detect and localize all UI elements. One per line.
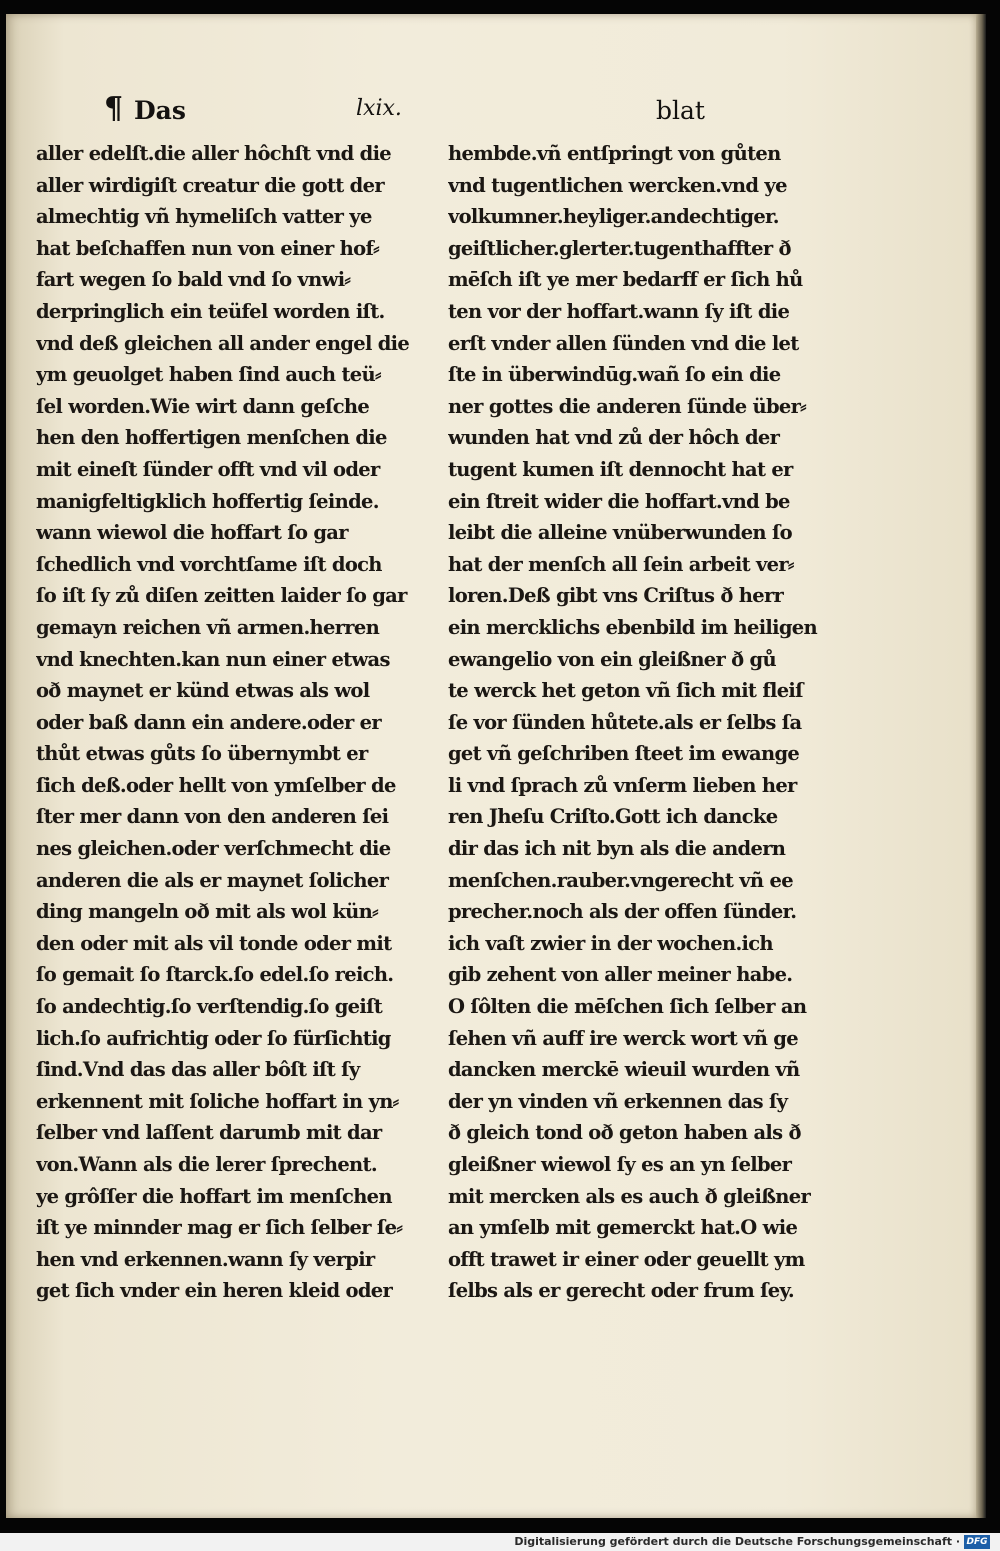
text-line: mit mercken als es auch ð gleißner	[448, 1184, 811, 1208]
text-line: ſel worden.Wie wirt dann geſche	[36, 394, 370, 418]
text-line: ſte in überwindūg.wañ ſo ein die	[448, 363, 781, 387]
text-line: ren Jheſu Criſto.Gott ich dancke	[448, 805, 778, 829]
text-line: hat der menſch all ſein arbeit ver⸗	[448, 552, 794, 576]
book-page	[6, 14, 976, 1518]
text-line: hat beſchaffen nun von einer hof⸗	[36, 236, 379, 260]
text-line: almechtig vñ hymeliſch vatter ye	[36, 205, 372, 229]
text-line: gib zehent von aller meiner habe.	[448, 963, 793, 987]
text-line: thůt etwas gůts ſo übernymbt er	[36, 742, 368, 766]
text-line: ſter mer dann von den anderen ſei	[36, 805, 389, 829]
footer-band	[0, 1533, 1000, 1551]
text-line: ein ſtreit wider die hoffart.vnd be	[448, 489, 790, 513]
text-line: hembde.vñ entſpringt von gůten	[448, 142, 781, 165]
text-column-right	[448, 138, 836, 1307]
text-line: vnd deß gleichen all ander engel die	[36, 331, 410, 355]
text-line: tugent kumen iſt dennocht hat er	[448, 457, 793, 481]
page-edge	[976, 14, 986, 1518]
text-line: ewangelio von ein gleißner ð gů	[448, 647, 776, 671]
text-line: an ymſelb mit gemerckt hat.O wie	[448, 1216, 798, 1240]
text-line: ding mangeln oð mit als wol kün⸗	[36, 900, 378, 924]
text-line: gleißner wiewol ſy es an yn ſelber	[448, 1153, 792, 1176]
text-line: ſelbs als er gerecht oder frum ſey.	[448, 1279, 795, 1303]
text-line: lich.ſo aufrichtig oder ſo fürſichtig	[36, 1026, 391, 1050]
text-line: ner gottes die anderen ſünde über⸗	[448, 394, 806, 418]
text-line: ym geuolget haben ſind auch teü⸗	[36, 363, 381, 387]
text-line: dancken merckē wieuil wurden vñ	[448, 1058, 800, 1082]
text-line: von.Wann als die lerer ſprechent.	[36, 1153, 377, 1176]
text-line: ſo gemait ſo ſtarck.ſo edel.ſo reich.	[36, 963, 394, 987]
text-line: oder baß dann ein andere.oder er	[36, 710, 381, 734]
text-line: mit eineſt ſünder offt vnd vil oder	[36, 457, 380, 481]
dfg-logo: DFG	[964, 1535, 990, 1549]
text-line: ſich deß.oder hellt von ymſelber de	[36, 773, 396, 797]
text-line: ich vaſt zwier in der wochen.ich	[448, 931, 773, 955]
text-line: mēſch iſt ye mer bedarff er ſich hů	[448, 268, 803, 292]
text-line: get ſich vnder ein heren kleid oder	[36, 1279, 393, 1303]
text-line: menſchen.rauber.vngerecht vñ ee	[448, 868, 793, 892]
text-line: der yn vinden vñ erkennen das ſy	[448, 1089, 788, 1113]
text-line: ſind.Vnd das das aller bôſt iſt ſy	[36, 1058, 360, 1082]
text-line: aller edelſt.die aller hôchſt vnd die	[36, 142, 392, 165]
running-head-right: blat	[656, 96, 705, 125]
text-line: ſelber vnd laſſent darumb mit dar	[36, 1121, 382, 1145]
text-line: get vñ geſchriben ſteet im ewange	[448, 742, 800, 766]
text-line: precher.noch als der offen ſünder.	[448, 900, 797, 924]
text-line: fart wegen ſo bald vnd ſo vnwi⸗	[36, 268, 351, 292]
text-line: ein mercklichs ebenbild im heiligen	[448, 615, 817, 639]
text-line: ſo iſt ſy zů diſen zeitten laider ſo gar	[36, 584, 407, 608]
text-line: den oder mit als vil tonde oder mit	[36, 931, 392, 955]
text-line: derpringlich ein teüfel worden iſt.	[36, 299, 385, 323]
text-line: oð maynet er künd etwas als wol	[36, 679, 370, 703]
text-line: manigfeltigklich hoffertig ſeinde.	[36, 489, 379, 513]
text-line: O ſôlten die mēſchen ſich ſelber an	[448, 995, 807, 1019]
text-line: aller wirdigiſt creatur die gott der	[36, 173, 384, 197]
text-line: volkumner.heyliger.andechtiger.	[448, 205, 779, 229]
text-line: vnd tugentlichen wercken.vnd ye	[448, 173, 787, 197]
text-line: offt trawet ir einer oder geuellt ym	[448, 1247, 805, 1271]
text-line: ye grôſſer die hoffart im menſchen	[36, 1184, 392, 1208]
text-line: erkennent mit ſoliche hoffart in yn⸗	[36, 1089, 399, 1113]
folio-number: lxix.	[356, 96, 402, 121]
text-line: nes gleichen.oder verſchmecht die	[36, 837, 391, 861]
running-head	[104, 92, 844, 132]
text-line: leibt die alleine vnüberwunden ſo	[448, 521, 792, 545]
text-line: hen den hoffertigen menſchen die	[36, 426, 387, 450]
text-line: ſe vor ſünden hůtete.als er ſelbs ſa	[448, 710, 802, 734]
text-line: vnd knechten.kan nun einer etwas	[36, 647, 390, 671]
text-line: dir das ich nit byn als die andern	[448, 837, 786, 861]
text-line: ten vor der hoffart.wann ſy iſt die	[448, 299, 790, 323]
text-line: wann wiewol die hoffart ſo gar	[36, 521, 348, 545]
text-line: ſehen vñ auff ire werck wort vñ ge	[448, 1026, 798, 1050]
text-line: anderen die als er maynet ſolicher	[36, 868, 389, 892]
text-line: li vnd ſprach zů vnſerm lieben her	[448, 773, 797, 797]
paragraph-mark: ¶	[104, 91, 124, 126]
text-line: loren.Deß gibt vns Criſtus ð herr	[448, 584, 784, 608]
text-line: ð gleich tond oð geton haben als ð	[448, 1121, 801, 1145]
text-line: wunden hat vnd zů der hôch der	[448, 426, 780, 450]
text-line: hen vnd erkennen.wann ſy verpir	[36, 1247, 375, 1271]
text-line: geiſtlicher.glerter.tugenthaffter ð	[448, 236, 791, 260]
text-column-left	[36, 138, 432, 1307]
text-line: te werck het geton vñ ſich mit fleiſ	[448, 679, 803, 703]
text-line: iſt ye minnder mag er ſich ſelber ſe⸗	[36, 1216, 403, 1240]
text-line: gemayn reichen vñ armen.herren	[36, 615, 380, 639]
text-line: erſt vnder allen ſünden vnd die let	[448, 331, 799, 355]
text-line: ſo andechtig.ſo verſtendig.ſo geiſt	[36, 995, 383, 1019]
running-head-left: Das	[134, 96, 186, 125]
funding-credit: Digitalisierung gefördert durch die Deutsche Forschungsgemeinschaft ·	[514, 1535, 960, 1548]
text-line: ſchedlich vnd vorchtſame iſt doch	[36, 552, 382, 576]
